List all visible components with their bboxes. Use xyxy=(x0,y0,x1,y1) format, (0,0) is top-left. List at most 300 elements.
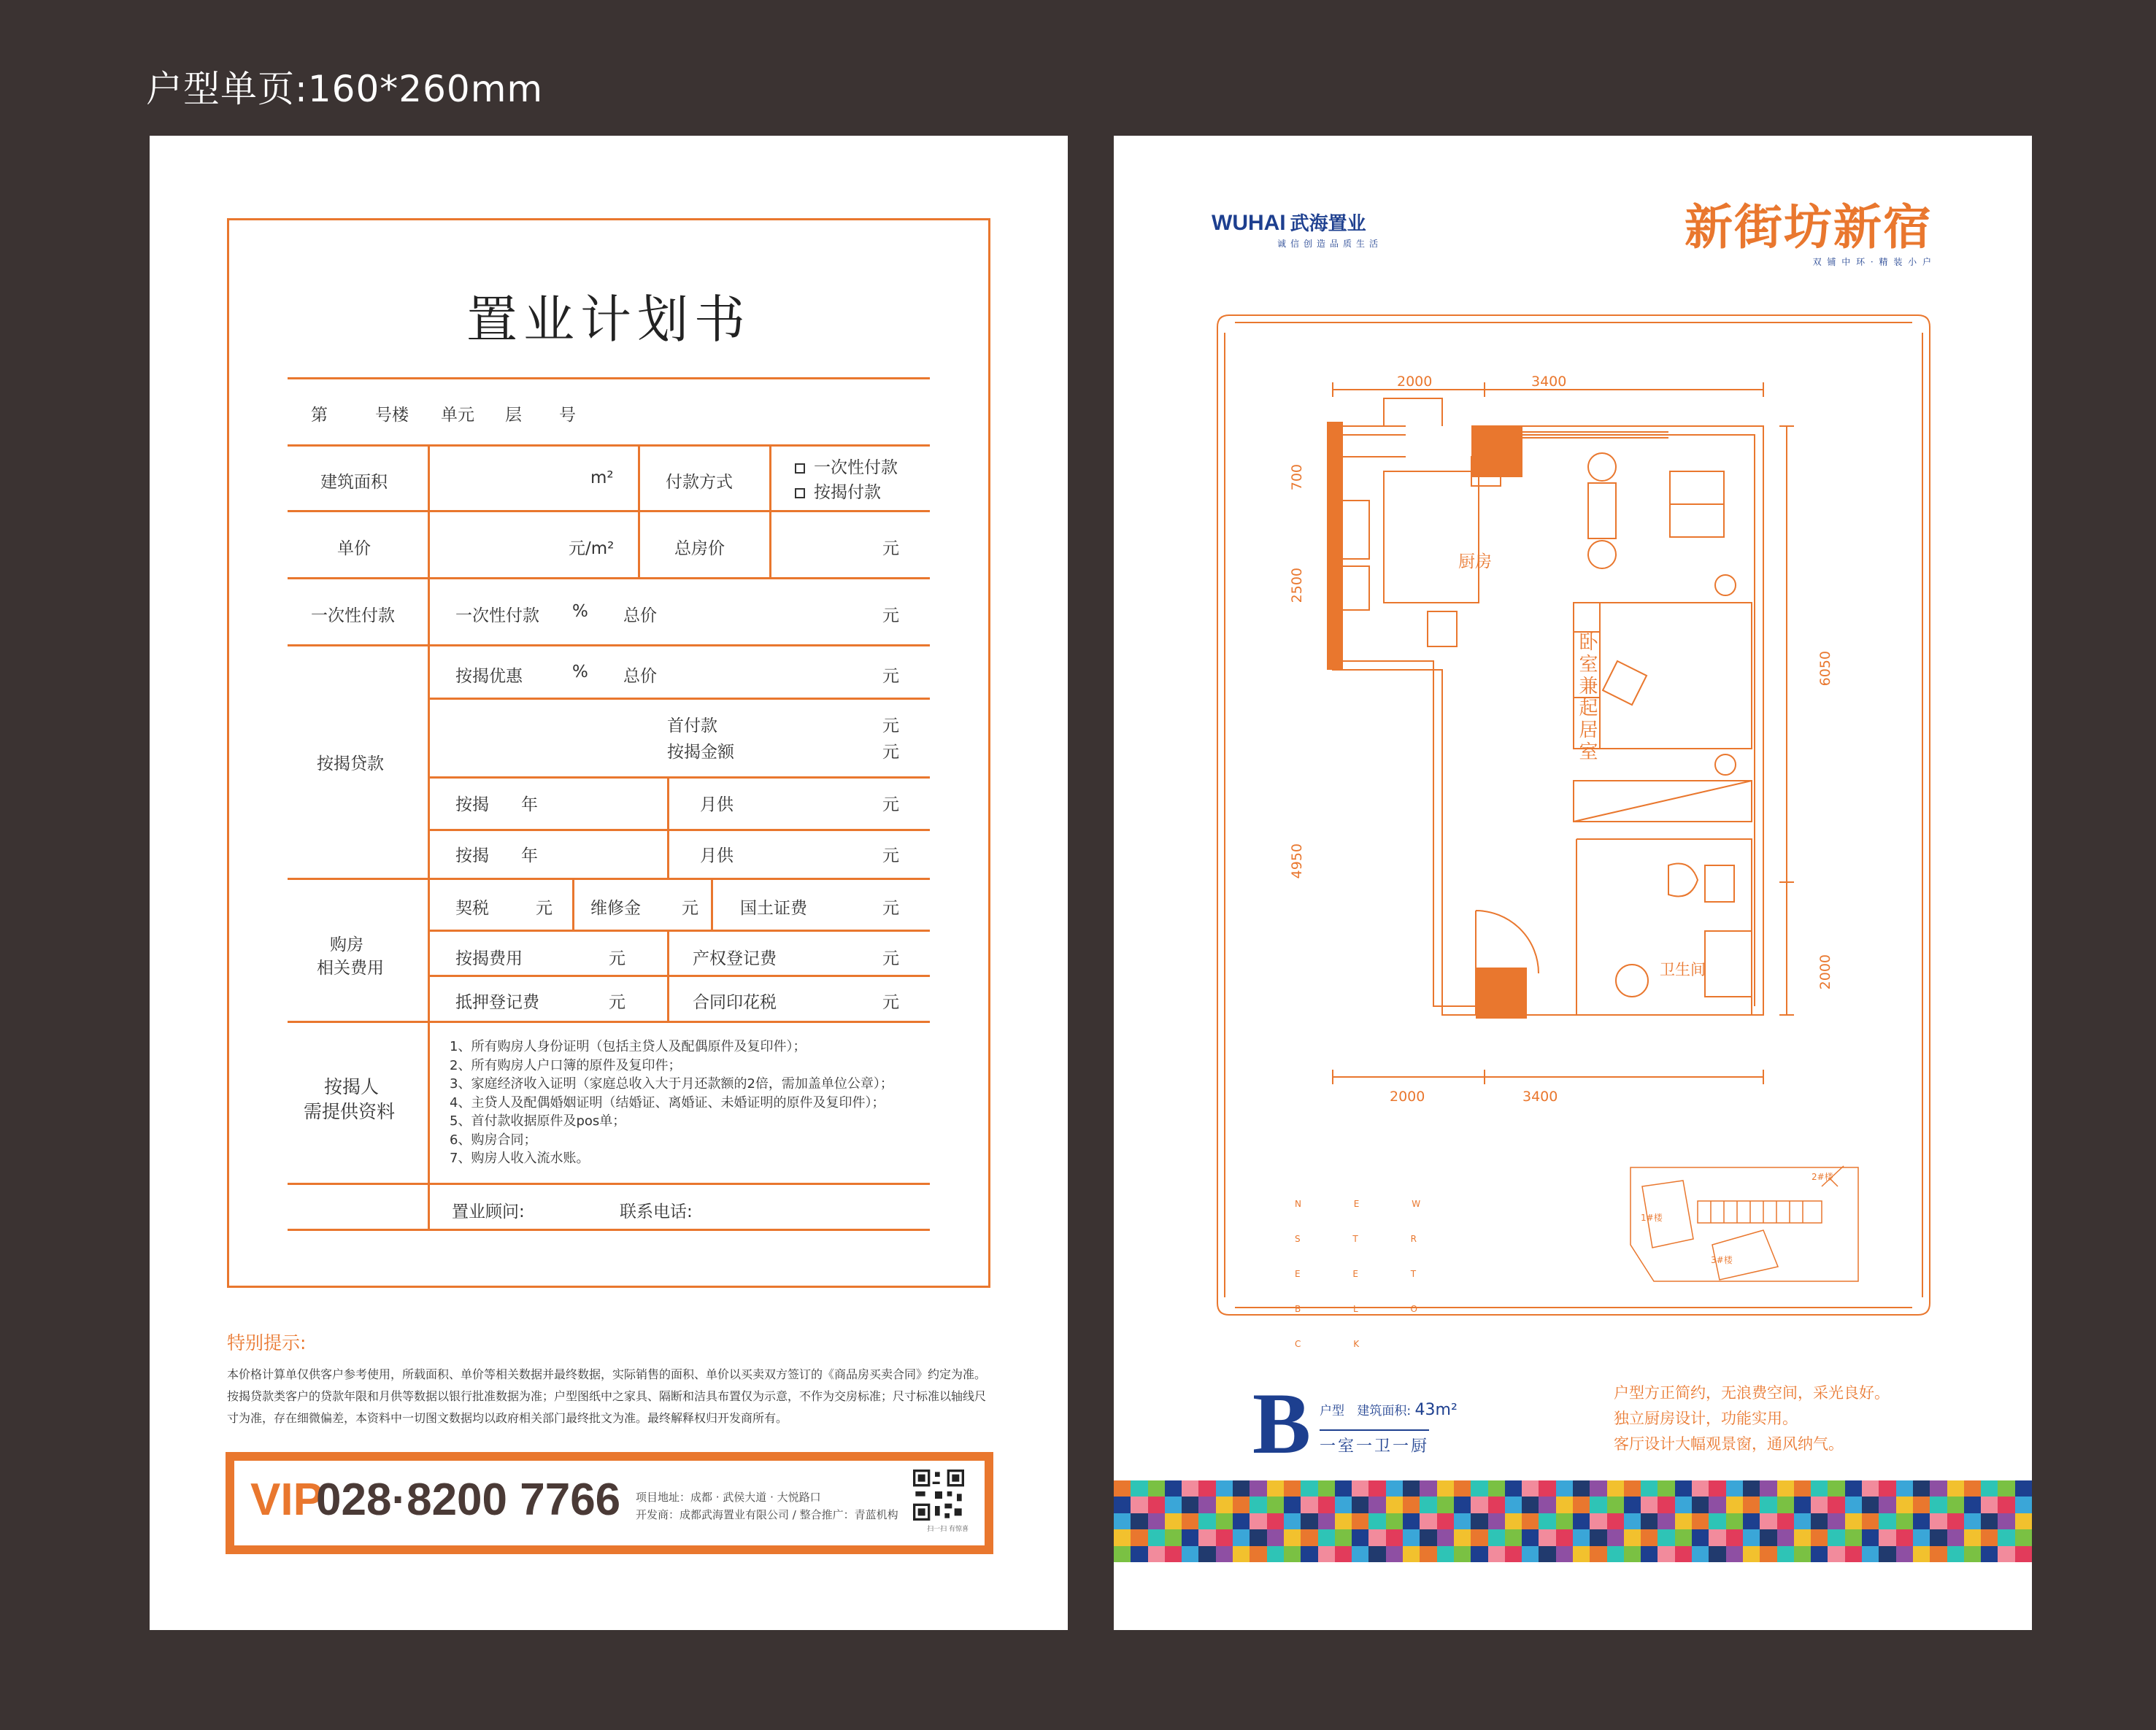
mortgage-total: 总价 xyxy=(623,667,657,686)
decor-tile xyxy=(1828,1529,1844,1545)
decor-tile xyxy=(1454,1513,1471,1529)
dim-right-2: 2000 xyxy=(1817,954,1833,990)
decor-tile xyxy=(1505,1513,1522,1529)
property-reg-yuan: 元 xyxy=(882,949,899,968)
decor-tile xyxy=(1896,1546,1913,1562)
row-area xyxy=(288,444,930,510)
decor-tile xyxy=(1964,1529,1981,1545)
deed-tax: 契税 xyxy=(455,899,489,918)
row-documents xyxy=(288,1021,930,1183)
row-mortgage xyxy=(288,644,930,878)
decor-tile xyxy=(1368,1497,1385,1513)
lump-total: 总价 xyxy=(623,606,657,625)
decor-tile xyxy=(1267,1497,1284,1513)
decor-tile xyxy=(1131,1529,1147,1545)
project-name: 新街坊新宿 xyxy=(1685,199,1933,255)
decor-tile xyxy=(1760,1497,1776,1513)
label-hao: 号 xyxy=(559,406,576,425)
project-address: 项目地址：成都 · 武侯大道 · 大悦路口 xyxy=(636,1491,821,1504)
label-hao-lou: 号楼 xyxy=(375,406,409,425)
decor-tile xyxy=(1420,1546,1436,1562)
document-item: 6、购房合同； xyxy=(450,1132,537,1148)
decor-tile xyxy=(1522,1546,1539,1562)
decor-tile xyxy=(1437,1497,1454,1513)
maintenance-yuan: 元 xyxy=(682,899,698,918)
decor-tile xyxy=(1403,1546,1420,1562)
decor-tile xyxy=(1845,1513,1862,1529)
decor-tile xyxy=(1862,1480,1879,1497)
decor-tile xyxy=(1709,1546,1725,1562)
decor-tile xyxy=(1352,1529,1368,1545)
decor-tile xyxy=(1250,1497,1266,1513)
decor-tile xyxy=(1131,1497,1147,1513)
mortgage-fee: 按揭费用 xyxy=(455,949,523,968)
decor-tile xyxy=(1216,1529,1233,1545)
decor-tile xyxy=(1403,1513,1420,1529)
decor-tile xyxy=(1981,1546,1998,1562)
decor-tile xyxy=(1641,1529,1658,1545)
decor-tile xyxy=(1879,1497,1895,1513)
area-unit: m² xyxy=(590,468,614,487)
decor-tile xyxy=(1641,1513,1658,1529)
decor-tile xyxy=(1794,1480,1811,1497)
decor-tile xyxy=(1624,1480,1641,1497)
decor-tile xyxy=(1216,1497,1233,1513)
new-street-block: N E W S T R E E T B L O C K xyxy=(1295,1199,1446,1349)
decor-tile xyxy=(1743,1497,1760,1513)
decor-tile xyxy=(1590,1513,1606,1529)
decor-tile xyxy=(1368,1513,1385,1529)
document-item: 3、家庭经济收入证明（家庭总收入大于月还款额的2倍，需加盖单位公章）； xyxy=(450,1076,893,1092)
decor-tile xyxy=(1114,1529,1131,1545)
checkbox-mortgage[interactable] xyxy=(795,488,805,498)
decor-tile xyxy=(1301,1546,1317,1562)
decor-tile xyxy=(1301,1529,1317,1545)
document-item: 1、所有购房人身份证明（包括主贷人及配偶原件及复印件）； xyxy=(450,1039,806,1054)
notice-line: 本价格计算单仅供客户参考使用，所载面积、单价等相关数据并最终数据，实际销售的面积、单价以买卖双方签订的《商品房买卖合同》约定为准。 xyxy=(227,1367,987,1381)
description-line: 户型方正简约，无浪费空间，采光良好。 xyxy=(1614,1384,1890,1402)
decor-tile xyxy=(1471,1497,1487,1513)
decor-tile xyxy=(1335,1480,1352,1497)
description-line: 客厅设计大幅观景窗，通风纳气。 xyxy=(1614,1435,1844,1453)
decor-tile xyxy=(1624,1513,1641,1529)
unit-description xyxy=(1614,1380,1890,1457)
decor-tile xyxy=(1998,1529,2014,1545)
lump-yuan: 元 xyxy=(882,606,899,625)
payment-option-lump[interactable] xyxy=(795,454,898,478)
decor-tile xyxy=(1998,1513,2014,1529)
decor-tile xyxy=(1284,1480,1301,1497)
decor-tile xyxy=(1624,1497,1641,1513)
decor-tile xyxy=(1760,1480,1776,1497)
decor-tile xyxy=(1947,1529,1964,1545)
decor-tile xyxy=(1896,1497,1913,1513)
decor-tile xyxy=(1913,1546,1930,1562)
decor-tile xyxy=(1148,1546,1165,1562)
label-ceng: 层 xyxy=(505,406,522,425)
decor-tile xyxy=(1607,1513,1624,1529)
label-total-price: 总房价 xyxy=(674,539,725,558)
decor-tile xyxy=(1964,1513,1981,1529)
decor-tile xyxy=(1352,1546,1368,1562)
lump-pct: % xyxy=(572,602,588,621)
decor-tile xyxy=(1301,1480,1317,1497)
decor-tile xyxy=(1624,1546,1641,1562)
decor-tile xyxy=(1386,1513,1403,1529)
page-caption: 户型单页:160*260mm xyxy=(146,68,544,110)
decor-tile xyxy=(1607,1529,1624,1545)
decor-tile xyxy=(1131,1546,1147,1562)
decor-tile xyxy=(1165,1513,1182,1529)
decor-tile xyxy=(1675,1513,1692,1529)
contract-stamp-yuan: 元 xyxy=(882,993,899,1012)
decor-tile xyxy=(1267,1529,1284,1545)
decor-tile xyxy=(1114,1480,1131,1497)
decor-tile xyxy=(1437,1480,1454,1497)
decor-tile xyxy=(1352,1497,1368,1513)
notice-line: 寸为准，存在细微偏差，本资料中一切图文数据均以政府相关部门最终批文为准。最终解释权归开发商所有。 xyxy=(227,1411,788,1425)
notice-body xyxy=(227,1364,990,1429)
decor-tile xyxy=(1318,1513,1335,1529)
decor-tile xyxy=(1743,1529,1760,1545)
payment-option-lump-label: 一次性付款 xyxy=(814,458,898,477)
decor-tile xyxy=(1828,1513,1844,1529)
decor-tile xyxy=(2015,1480,2032,1497)
decor-tile xyxy=(2015,1497,2032,1513)
document-item: 4、主贷人及配偶婚姻证明（结婚证、离婚证、未婚证明的原件及复印件）； xyxy=(450,1094,885,1111)
decor-tile xyxy=(1590,1546,1606,1562)
decor-tile xyxy=(1284,1513,1301,1529)
project-info xyxy=(636,1488,898,1524)
decor-tile xyxy=(1250,1546,1266,1562)
qr-code-icon[interactable] xyxy=(913,1470,964,1521)
decor-tile xyxy=(1913,1497,1930,1513)
vip-hotline-banner xyxy=(226,1452,993,1554)
decor-tile xyxy=(1930,1546,1947,1562)
notice-title: 特别提示: xyxy=(227,1332,307,1354)
decor-tile xyxy=(1216,1513,1233,1529)
decor-tile xyxy=(1556,1497,1573,1513)
decor-tile xyxy=(1131,1513,1147,1529)
decor-tile xyxy=(1148,1497,1165,1513)
decor-tile xyxy=(1386,1546,1403,1562)
decor-tile xyxy=(1981,1529,1998,1545)
decor-tile xyxy=(1318,1529,1335,1545)
decor-tile xyxy=(1335,1546,1352,1562)
decor-tile xyxy=(1828,1546,1844,1562)
mortgage-discount: 按揭优惠 xyxy=(455,667,523,686)
label-docs-1: 按揭人 xyxy=(324,1076,380,1097)
land-cert-yuan: 元 xyxy=(882,899,899,918)
label-lump: 一次性付款 xyxy=(311,606,395,625)
decor-tile xyxy=(1845,1546,1862,1562)
decor-tile xyxy=(1947,1480,1964,1497)
decor-tile xyxy=(1811,1480,1828,1497)
decor-tile xyxy=(1658,1529,1674,1545)
decor-tile xyxy=(1148,1529,1165,1545)
decor-tile xyxy=(1607,1480,1624,1497)
decor-tile xyxy=(1182,1480,1198,1497)
decor-tile xyxy=(1760,1529,1776,1545)
decor-tile xyxy=(1165,1546,1182,1562)
decor-tile xyxy=(1794,1497,1811,1513)
decor-tile xyxy=(1216,1480,1233,1497)
decor-tile xyxy=(1675,1529,1692,1545)
label-area: 建筑面积 xyxy=(320,473,388,492)
dim-top-left: 2000 xyxy=(1397,374,1433,390)
decor-tile xyxy=(1709,1480,1725,1497)
label-di: 第 xyxy=(311,406,328,425)
decor-tile xyxy=(1998,1480,2014,1497)
decor-tile xyxy=(1437,1529,1454,1545)
decor-tile xyxy=(1114,1546,1131,1562)
maintenance-fund: 维修金 xyxy=(590,899,641,918)
dim-left-3: 4950 xyxy=(1289,843,1305,879)
decor-tile xyxy=(1760,1546,1776,1562)
decor-tile xyxy=(1845,1497,1862,1513)
decor-tile xyxy=(1624,1529,1641,1545)
row-unit-price xyxy=(288,510,930,577)
decor-tile xyxy=(1709,1513,1725,1529)
mortgage-years-2: 按揭 xyxy=(455,846,489,865)
row-consultant xyxy=(288,1183,930,1231)
decor-tile xyxy=(1403,1497,1420,1513)
decor-tile xyxy=(1828,1480,1844,1497)
total-price-yuan: 元 xyxy=(882,539,899,558)
decor-tile xyxy=(1658,1546,1674,1562)
decor-tile xyxy=(1522,1513,1539,1529)
decor-tile xyxy=(1998,1497,2014,1513)
decor-tile xyxy=(1488,1497,1505,1513)
decor-tile xyxy=(1233,1513,1250,1529)
decor-tile xyxy=(1981,1513,1998,1529)
description-line: 独立厨房设计，功能实用。 xyxy=(1614,1410,1798,1427)
decor-tile xyxy=(1182,1513,1198,1529)
decor-tile xyxy=(1896,1529,1913,1545)
decor-tile xyxy=(2015,1546,2032,1562)
decorative-tile-band xyxy=(1114,1480,2032,1562)
decor-tile xyxy=(1131,1480,1147,1497)
decor-tile xyxy=(1709,1529,1725,1545)
decor-tile xyxy=(1165,1529,1182,1545)
decor-tile xyxy=(1420,1480,1436,1497)
form-title: 置业计划书 xyxy=(466,290,751,350)
decor-tile xyxy=(1233,1546,1250,1562)
decor-tile xyxy=(1658,1480,1674,1497)
decor-tile xyxy=(1896,1480,1913,1497)
decor-tile xyxy=(1437,1513,1454,1529)
decor-tile xyxy=(1233,1480,1250,1497)
decor-tile xyxy=(1862,1529,1879,1545)
decor-tile xyxy=(1811,1529,1828,1545)
wuhai-en: WUHAI xyxy=(1212,211,1286,235)
label-fees-1: 购房 xyxy=(330,935,363,954)
decor-tile xyxy=(1318,1546,1335,1562)
unit-letter: B xyxy=(1252,1375,1312,1472)
decor-tile xyxy=(1505,1546,1522,1562)
decor-tile xyxy=(1692,1546,1709,1562)
unit-price-unit: 元/m² xyxy=(569,539,615,558)
decor-tile xyxy=(1658,1513,1674,1529)
decor-tile xyxy=(1539,1546,1555,1562)
notice-line: 按揭贷款类客户的贷款年限和月供等数据以银行批准数据为准；户型图纸中之家具、隔断和洁具布置仅为示意，不作为交房标准；尺寸标准以轴线尺 xyxy=(227,1389,987,1403)
project-developer: 开发商：成都武海置业有限公司 / 整合推广：青蓝机构 xyxy=(636,1508,898,1521)
decor-tile xyxy=(1522,1480,1539,1497)
decor-tile xyxy=(1182,1529,1198,1545)
decor-tile xyxy=(1284,1497,1301,1513)
decor-tile xyxy=(1794,1513,1811,1529)
decor-tile xyxy=(1233,1529,1250,1545)
decor-tile xyxy=(1198,1529,1215,1545)
decor-tile xyxy=(1641,1480,1658,1497)
decor-tile xyxy=(1726,1480,1743,1497)
decor-tile xyxy=(1454,1529,1471,1545)
document-item: 5、首付款收据原件及pos单； xyxy=(450,1113,626,1129)
decor-tile xyxy=(1471,1546,1487,1562)
decor-tile xyxy=(1573,1529,1590,1545)
decor-tile xyxy=(1335,1497,1352,1513)
dim-bottom-right: 3400 xyxy=(1522,1089,1558,1105)
dim-right-1: 6050 xyxy=(1817,651,1833,687)
monthly-2: 月供 xyxy=(700,846,734,865)
decor-tile xyxy=(1573,1480,1590,1497)
decor-tile xyxy=(1198,1546,1215,1562)
decor-tile xyxy=(1352,1480,1368,1497)
vip-phone-number[interactable]: 028·8200 7766 xyxy=(316,1475,621,1525)
decor-tile xyxy=(1182,1497,1198,1513)
decor-tile xyxy=(1675,1546,1692,1562)
dim-bottom-left: 2000 xyxy=(1390,1089,1425,1105)
decor-tile xyxy=(1301,1497,1317,1513)
label-mortgage-loan: 按揭贷款 xyxy=(317,754,384,773)
document-item: 7、购房人收入流水账。 xyxy=(450,1151,590,1166)
decor-tile xyxy=(1675,1480,1692,1497)
decor-tile xyxy=(1182,1546,1198,1562)
unit-info xyxy=(1252,1375,1458,1472)
decor-tile xyxy=(1726,1497,1743,1513)
monthly-2-yuan: 元 xyxy=(882,846,899,865)
decor-tile xyxy=(1641,1546,1658,1562)
decor-tile xyxy=(1539,1497,1555,1513)
decor-tile xyxy=(1165,1497,1182,1513)
down-payment-yuan: 元 xyxy=(882,717,899,735)
mortgage-years-1: 按揭 xyxy=(455,795,489,814)
decor-tile xyxy=(1862,1497,1879,1513)
decor-tile xyxy=(1794,1529,1811,1545)
decor-tile xyxy=(1998,1546,2014,1562)
decor-tile xyxy=(1930,1497,1947,1513)
decor-tile xyxy=(1420,1497,1436,1513)
dim-left-2: 2500 xyxy=(1289,568,1305,603)
dim-left-1: 700 xyxy=(1289,464,1305,491)
decor-tile xyxy=(1981,1497,1998,1513)
label-consultant: 置业顾问: xyxy=(452,1202,525,1221)
lump-discount: 一次性付款 xyxy=(455,606,539,625)
decor-tile xyxy=(1692,1497,1709,1513)
decor-tile xyxy=(1368,1546,1385,1562)
decor-tile xyxy=(1165,1480,1182,1497)
decor-tile xyxy=(1267,1546,1284,1562)
unit-rooms: 一室一卫一厨 xyxy=(1320,1429,1429,1456)
decor-tile xyxy=(1420,1529,1436,1545)
plan-table xyxy=(288,377,930,1231)
document-list xyxy=(450,1038,893,1168)
site-building-3: 3#楼 xyxy=(1711,1255,1733,1265)
deed-tax-yuan: 元 xyxy=(536,899,553,918)
decor-tile xyxy=(1403,1480,1420,1497)
decor-tile xyxy=(1964,1497,1981,1513)
mortgage-total-yuan: 元 xyxy=(882,667,899,686)
decor-tile xyxy=(1811,1497,1828,1513)
decor-tile xyxy=(1386,1497,1403,1513)
decor-tile xyxy=(1335,1529,1352,1545)
decor-tile xyxy=(1420,1513,1436,1529)
decor-tile xyxy=(1318,1497,1335,1513)
decor-tile xyxy=(1981,1480,1998,1497)
decor-tile xyxy=(1896,1513,1913,1529)
decor-tile xyxy=(1913,1529,1930,1545)
decor-tile xyxy=(1471,1513,1487,1529)
room-kitchen: 厨房 xyxy=(1458,552,1492,571)
decor-tile xyxy=(1318,1480,1335,1497)
decor-tile xyxy=(1522,1497,1539,1513)
decor-tile xyxy=(1267,1513,1284,1529)
decor-tile xyxy=(1454,1497,1471,1513)
decor-tile xyxy=(1148,1480,1165,1497)
decor-tile xyxy=(1777,1546,1794,1562)
decor-tile xyxy=(1607,1497,1624,1513)
decor-tile xyxy=(1437,1546,1454,1562)
room-bathroom: 卫生间 xyxy=(1660,961,1706,978)
pledge-reg-yuan: 元 xyxy=(609,993,625,1012)
decor-tile xyxy=(1284,1529,1301,1545)
decor-tile xyxy=(1964,1546,1981,1562)
decor-tile xyxy=(1709,1497,1725,1513)
purchase-plan-sheet xyxy=(150,136,1068,1630)
decor-tile xyxy=(1879,1513,1895,1529)
decor-tile xyxy=(1368,1480,1385,1497)
decor-tile xyxy=(1352,1513,1368,1529)
decor-tile xyxy=(1505,1497,1522,1513)
decor-tile xyxy=(1556,1546,1573,1562)
decor-tile xyxy=(1947,1513,1964,1529)
decor-tile xyxy=(1760,1513,1776,1529)
monthly-1: 月供 xyxy=(700,795,734,814)
payment-option-mortgage[interactable] xyxy=(795,479,881,503)
decor-tile xyxy=(1386,1529,1403,1545)
decor-tile xyxy=(1539,1513,1555,1529)
decor-tile xyxy=(1148,1513,1165,1529)
decor-tile xyxy=(1828,1497,1844,1513)
project-slogan: 双 铺 中 环 · 精 装 小 户 xyxy=(1812,257,1933,267)
floorplan-sheet xyxy=(1114,136,2032,1630)
decor-tile xyxy=(1675,1497,1692,1513)
decor-tile xyxy=(1198,1480,1215,1497)
project-logo xyxy=(1685,200,1933,268)
row-building xyxy=(288,377,930,444)
decor-tile xyxy=(1947,1497,1964,1513)
decor-tile xyxy=(1726,1513,1743,1529)
decor-tile xyxy=(1845,1529,1862,1545)
unit-type-label: 户型 xyxy=(1320,1404,1344,1418)
decor-tile xyxy=(2015,1529,2032,1545)
checkbox-lump[interactable] xyxy=(795,463,805,474)
special-notice xyxy=(227,1329,990,1429)
decor-tile xyxy=(1607,1546,1624,1562)
decor-tile xyxy=(1930,1529,1947,1545)
decor-tile xyxy=(1556,1480,1573,1497)
decor-tile xyxy=(1114,1513,1131,1529)
